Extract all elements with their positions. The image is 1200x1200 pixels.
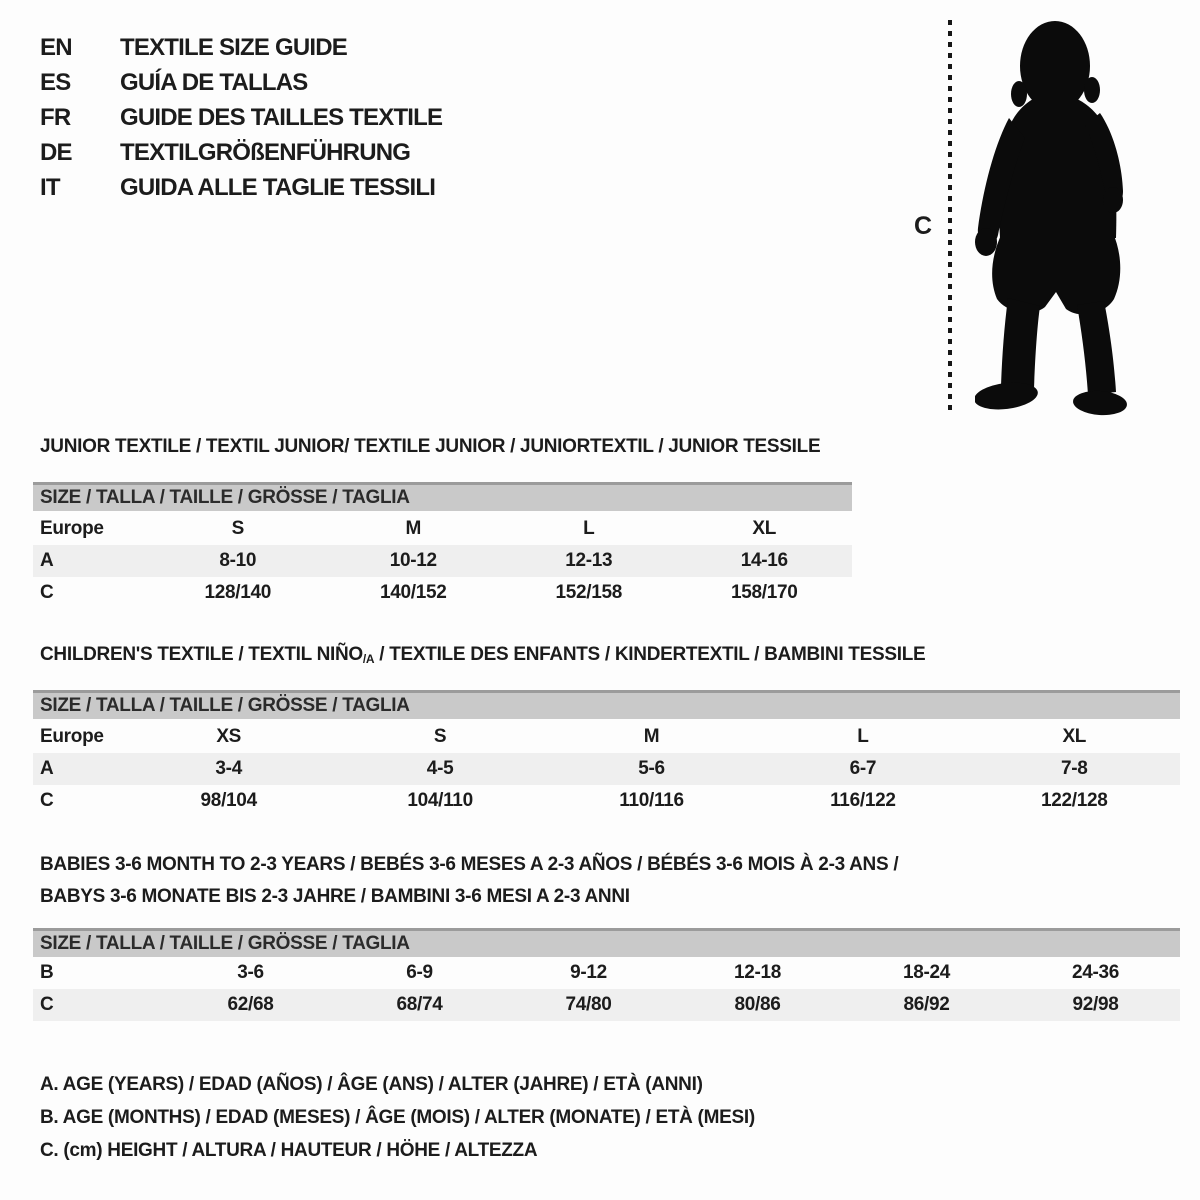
size-cell: 8-10 <box>150 545 326 577</box>
table-row <box>33 785 1180 817</box>
size-cell: 12-18 <box>733 962 782 983</box>
size-cell: XS <box>216 726 242 747</box>
language-list <box>40 30 442 205</box>
size-cell: 14-16 <box>677 545 853 577</box>
language-code: ES <box>40 69 71 96</box>
size-cell: 24-36 <box>1071 962 1120 983</box>
table-row <box>33 721 1180 753</box>
children-title-prefix: CHILDREN'S TEXTILE / TEXTIL NIÑO <box>40 644 363 665</box>
size-cell: 122/128 <box>1040 790 1108 811</box>
measure-label-c: C <box>914 212 933 240</box>
row-label: Europe <box>40 726 104 747</box>
row-label: A <box>33 753 123 785</box>
language-row <box>40 65 442 100</box>
legend-line-a: A. AGE (YEARS) / EDAD (AÑOS) / ÂGE (ANS) / ALTER (JAHRE) / ETÀ (ANNI) <box>40 1074 703 1095</box>
legend-line-b: B. AGE (MONTHS) / EDAD (MESES) / ÂGE (MOIS) / ALTER (MONATE) / ETÀ (MESI) <box>40 1107 755 1128</box>
size-cell: 5-6 <box>546 753 757 785</box>
size-cell: 98/104 <box>200 790 257 811</box>
language-code: FR <box>40 104 71 131</box>
babies-section-title <box>40 849 898 913</box>
language-row <box>40 135 442 170</box>
size-cell: L <box>583 518 595 539</box>
table-row <box>33 545 852 577</box>
size-cell: 104/110 <box>407 790 473 811</box>
language-label: GUIDE DES TAILLES TEXTILE <box>120 104 443 131</box>
height-measure-line <box>948 20 952 416</box>
language-row <box>40 100 442 135</box>
language-label: GUÍA DE TALLAS <box>120 69 308 96</box>
size-cell: 7-8 <box>969 753 1180 785</box>
language-label: TEXTILE SIZE GUIDE <box>120 34 347 61</box>
size-cell: 18-24 <box>902 962 951 983</box>
children-title-sub: /A <box>362 652 375 666</box>
measure-legend <box>40 1068 755 1167</box>
size-cell: 9-12 <box>570 962 607 983</box>
children-size-header-bar: SIZE / TALLA / TAILLE / GRÖSSE / TAGLIA <box>33 690 1180 719</box>
size-cell: 92/98 <box>1011 989 1180 1021</box>
table-row <box>33 957 1180 989</box>
legend-line-c: C. (cm) HEIGHT / ALTURA / HAUTEUR / HÖHE / ALTEZZA <box>40 1140 538 1161</box>
junior-size-header-bar: SIZE / TALLA / TAILLE / GRÖSSE / TAGLIA <box>33 482 852 511</box>
size-cell: 3-4 <box>123 753 334 785</box>
table-row <box>33 989 1180 1021</box>
toddler-silhouette-icon <box>975 8 1145 418</box>
language-code: EN <box>40 34 72 61</box>
language-row <box>40 30 442 65</box>
table-row <box>33 753 1180 785</box>
row-label: Europe <box>40 518 104 539</box>
children-size-table <box>33 721 1180 817</box>
junior-size-table <box>33 513 852 609</box>
size-cell: 140/152 <box>379 582 447 603</box>
junior-section-title: JUNIOR TEXTILE / TEXTIL JUNIOR/ TEXTILE JUNIOR / JUNIORTEXTIL / JUNIOR TESSILE <box>40 436 821 457</box>
size-cell: 116/122 <box>830 790 896 811</box>
size-cell: L <box>857 726 869 747</box>
size-cell: 86/92 <box>842 989 1011 1021</box>
size-cell: 4-5 <box>334 753 545 785</box>
size-cell: S <box>433 726 447 747</box>
size-cell: 74/80 <box>504 989 673 1021</box>
row-label: A <box>33 545 150 577</box>
row-label: C <box>40 582 54 603</box>
table-row <box>33 577 852 609</box>
row-label: C <box>40 790 54 811</box>
language-row <box>40 170 442 205</box>
size-cell: 128/140 <box>204 582 272 603</box>
language-label: GUIDA ALLE TAGLIE TESSILI <box>120 174 436 201</box>
size-cell: 80/86 <box>673 989 842 1021</box>
size-cell: 110/116 <box>619 790 684 811</box>
size-cell: 12-13 <box>501 545 677 577</box>
table-row <box>33 513 852 545</box>
size-cell: XL <box>752 518 777 539</box>
size-cell: 6-9 <box>406 962 433 983</box>
babies-size-header-bar: SIZE / TALLA / TAILLE / GRÖSSE / TAGLIA <box>33 928 1180 957</box>
size-cell: M <box>405 518 422 539</box>
size-cell: S <box>231 518 244 539</box>
size-cell: M <box>643 726 660 747</box>
size-cell: 62/68 <box>166 989 335 1021</box>
size-cell: XL <box>1062 726 1087 747</box>
children-title-suffix: / TEXTILE DES ENFANTS / KINDERTEXTIL / BAMBINI TESSILE <box>374 644 926 665</box>
language-label: TEXTILGRÖßENFÜHRUNG <box>120 139 411 166</box>
row-label: C <box>33 989 166 1021</box>
size-cell: 158/170 <box>730 582 798 603</box>
size-cell: 6-7 <box>757 753 968 785</box>
size-cell: 10-12 <box>326 545 502 577</box>
babies-title-line1: BABIES 3-6 MONTH TO 2-3 YEARS / BEBÉS 3-6 MESES A 2-3 AÑOS / BÉBÉS 3-6 MOIS À 2-3 ANS / <box>40 854 899 875</box>
size-cell: 3-6 <box>237 962 264 983</box>
language-code: DE <box>40 139 72 166</box>
row-label: B <box>40 962 54 983</box>
language-code: IT <box>40 174 60 201</box>
babies-size-table <box>33 957 1180 1021</box>
size-cell: 68/74 <box>335 989 504 1021</box>
babies-title-line2: BABYS 3-6 MONATE BIS 2-3 JAHRE / BAMBINI 3-6 MESI A 2-3 ANNI <box>40 886 630 907</box>
size-cell: 152/158 <box>555 582 623 603</box>
children-section-title <box>40 644 925 666</box>
